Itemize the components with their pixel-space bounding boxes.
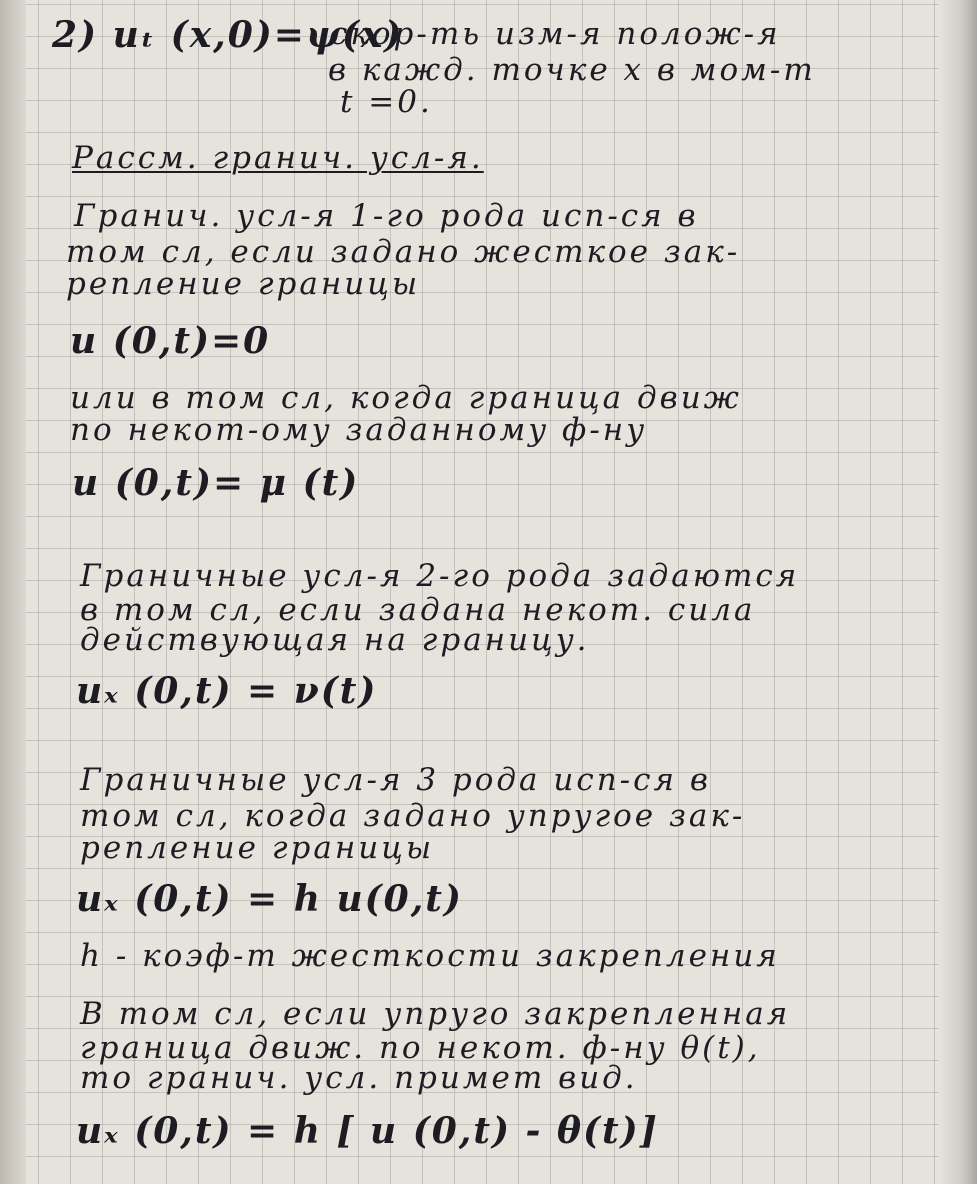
- note-line: скор-ть изм-я полож-я: [330, 16, 781, 52]
- note-line: репление границы: [80, 830, 435, 866]
- section-heading: Рассм. гранич. усл-я.: [72, 140, 484, 176]
- note-line: Граничные усл-я 2-го рода задаются: [80, 558, 800, 594]
- note-line: то гранич. усл. примет вид.: [80, 1060, 638, 1096]
- equation-second-kind: uₓ (0,t) = ν(t): [76, 670, 378, 712]
- equation-first-kind: u (0,t)=0: [70, 320, 271, 362]
- note-line: h - коэф-т жесткости закрепления: [80, 938, 780, 974]
- note-line: или в том сл, когда граница движ: [70, 380, 742, 416]
- note-line: граница движ. по некот. ф-ну θ(t),: [80, 1030, 761, 1066]
- note-line: том сл, когда задано упругое зак-: [80, 798, 746, 834]
- note-line: t =0.: [340, 84, 433, 120]
- note-line: репление границы: [66, 266, 421, 302]
- note-line: действующая на границу.: [80, 622, 590, 658]
- equation-third-kind-moving: uₓ (0,t) = h [ u (0,t) - θ(t)]: [76, 1110, 659, 1152]
- equation-moving-boundary: u (0,t)= μ (t): [72, 462, 360, 504]
- equation-third-kind: uₓ (0,t) = h u(0,t): [76, 878, 463, 920]
- note-line: по некот-ому заданному ф-ну: [70, 412, 648, 448]
- note-line: Гранич. усл-я 1-го рода исп-ся в: [74, 198, 699, 234]
- note-line: Граничные усл-я 3 рода исп-ся в: [80, 762, 711, 798]
- note-line: том сл, если задано жесткое зак-: [66, 234, 741, 270]
- note-line: В том сл, если упруго закрепленная: [80, 996, 791, 1032]
- initial-condition-velocity: 2) uₜ (x,0)=ψ(x): [52, 14, 404, 56]
- page-edge-shadow: [939, 0, 977, 1184]
- note-line: в кажд. точке x в мом-т: [328, 52, 816, 88]
- notebook-spine: [0, 0, 26, 1184]
- note-line: в том сл, если задана некот. сила: [80, 592, 756, 628]
